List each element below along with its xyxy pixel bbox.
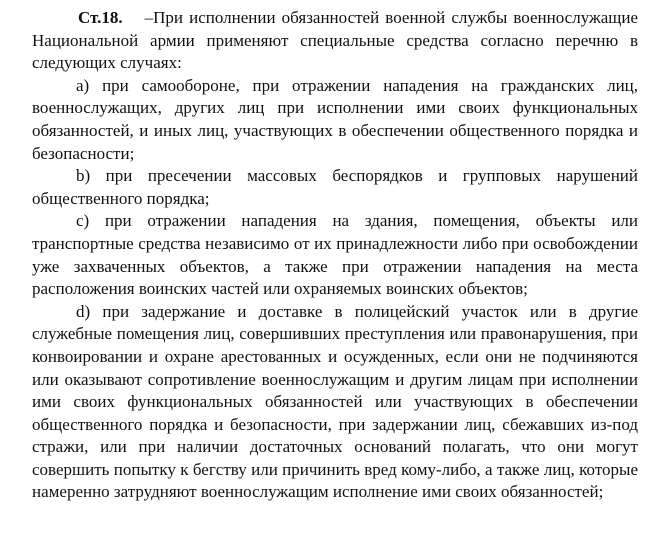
- item-text: при пресечении массовых беспорядков и групповых нарушений общественного порядка;: [32, 166, 639, 208]
- list-item: [32, 75, 638, 165]
- article-number: Ст.18.: [78, 8, 123, 27]
- item-text: при самообороне, при отражении нападения на гражданских лиц, военнослужащих, других лиц при исполнении ими своих функциональных обязанностей, и иных лиц, участвующих в обеспечении общественного порядка и безопасности;: [32, 75, 639, 163]
- list-item: [32, 301, 638, 504]
- list-item: [32, 210, 638, 300]
- item-letter: d): [76, 301, 91, 321]
- item-text: при отражении нападения на здания, помещения, объекты или транспортные средства независимо от их принадлежности либо при освобождении уже захваченных объектов, а также при отражении нападения на места расположения воинских частей или охраняемых воинских объектов;: [32, 211, 638, 299]
- item-letter: c): [76, 211, 90, 231]
- item-letter: a): [76, 75, 90, 95]
- item-letter: b): [76, 166, 91, 186]
- list-item: [32, 165, 638, 210]
- article-intro-text: –При исполнении обязанностей военной службы военнослужащие Национальной армии применяют специальные средства согласно перечню в следующих случаях:: [32, 8, 638, 73]
- item-text: при задержание и доставке в полицейский участок или в другие служебные помещения лиц, совершивших преступления или правонарушения, при конвоировании и охране арестованных и осужденных, если они не подчиняются или оказывают сопротивление военнослужащим и другим лицам при исполнении ими своих функциональных обязанностей или участвующих в обеспечении общественного порядка и безопасности, при задержании лиц, сбежавших из-под стражи, или при наличии достаточных оснований полагать, что они могут совершить попытку к бегству или причинить вред кому-либо, а также лиц, которые намеренно затрудняют военнослужащим исполнение ими своих обязанностей;: [32, 301, 639, 502]
- article-intro-paragraph: [32, 7, 638, 75]
- document-page: [32, 7, 638, 504]
